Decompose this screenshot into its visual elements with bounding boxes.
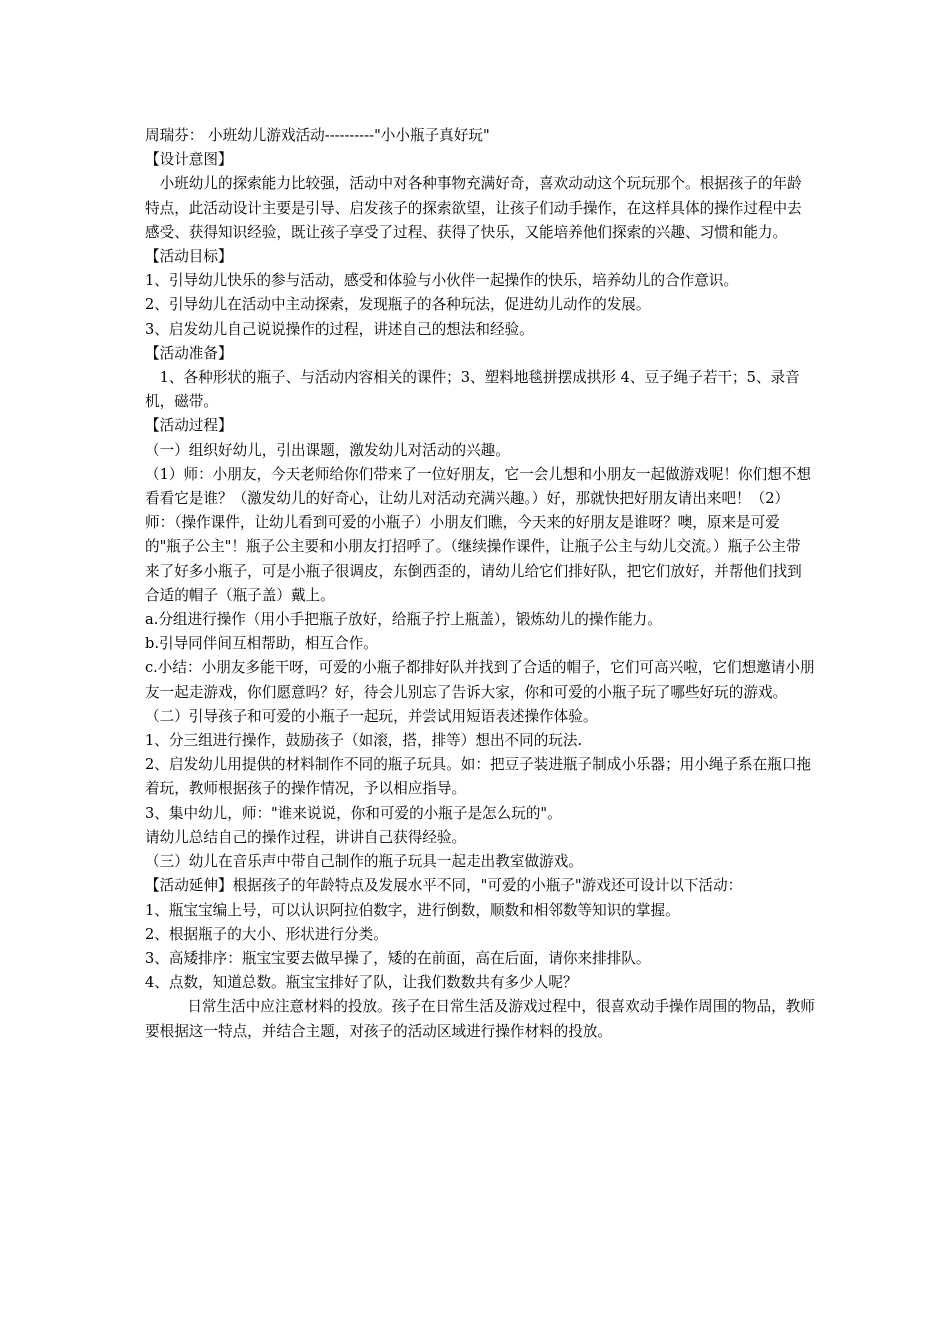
extension-item-4: 4、点数，知道总数。瓶宝宝排好了队，让我们数数共有多少人呢？: [145, 974, 578, 992]
step3-line: （三）幼儿在音乐声中带自己制作的瓶子玩具一起走出教室做游戏。: [145, 853, 583, 871]
design-paragraph: 小班幼儿的探索能力比较强，活动中对各种事物充满好奇，喜欢动动这个玩玩那个。根据孩子的年龄特点，此活动设计主要是引导、启发孩子的探索欲望，让孩子们动手操作，在这样具体的操作过程中去感受、获得知识经验，既让孩子享受了过程、获得了快乐，又能培养他们探索的兴趣、习惯和能力。: [145, 175, 802, 241]
step1-item-a: a.分组进行操作（用小手把瓶子放好，给瓶子拧上瓶盖），锻炼幼儿的操作能力。: [145, 611, 662, 629]
goals-heading: 【活动目标】: [145, 248, 233, 266]
goal-item-3: 3、启发幼儿自己说说操作的过程，讲述自己的想法和经验。: [145, 320, 534, 338]
closing-paragraph: 日常生活中应注意材料的投放。孩子在日常生活及游戏过程中，很喜欢动手操作周围的物品，教师要根据这一特点，并结合主题，对孩子的活动区域进行操作材料的投放。: [145, 998, 815, 1040]
extension-item-2: 2、根据瓶子的大小、形状进行分类。: [145, 925, 388, 943]
extension-item-3: 3、高矮排序：瓶宝宝要去做早操了，矮的在前面，高在后面，请你来排排队。: [145, 949, 651, 967]
step2-intro: （二）引导孩子和可爱的小瓶子一起玩，并尝试用短语表述操作体验。: [145, 707, 598, 725]
design-heading: 【设计意图】: [145, 151, 233, 169]
process-heading: 【活动过程】: [145, 417, 233, 435]
step1-item-b: b.引导同伴间互相帮助，相互合作。: [145, 635, 378, 653]
step1-paragraph: （1）师：小朋友，今天老师给你们带来了一位好朋友，它一会儿想和小朋友一起做游戏呢！你们想不想看看它是谁？（激发幼儿的好奇心，让幼儿对活动充满兴趣。）好，那就快把好朋友请出来吧！（2）师：（操作课件，让幼儿看到可爱的小瓶子）小朋友们瞧，今天来的好朋友是谁呀？噢，原来是可爱的"瓶子公主"！瓶子公主要和小朋友打招呼了。（继续操作课件，让瓶子公主与幼儿交流。）瓶子公主带来了好多小瓶子，可是小瓶子很调皮，东倒西歪的，请幼儿给它们排好队，把它们放好，并帮他们找到合适的帽子（瓶子盖）戴上。: [145, 465, 812, 604]
goal-item-2: 2、引导幼儿在活动中主动探索，发现瓶子的各种玩法，促进幼儿动作的发展。: [145, 296, 651, 314]
prep-heading: 【活动准备】: [145, 344, 233, 362]
step2-item-1: 1、分三组进行操作，鼓励孩子（如滚，搭，排等）想出不同的玩法.: [145, 732, 583, 750]
step2-item-4: 请幼儿总结自己的操作过程，讲讲自己获得经验。: [145, 828, 467, 846]
step2-item-2: 2、启发幼儿用提供的材料制作不同的瓶子玩具。如：把豆子装进瓶子制成小乐器；用小绳子系在瓶口拖着玩，教师根据孩子的操作情况，予以相应指导。: [145, 756, 812, 798]
step2-item-3: 3、集中幼儿，师："谁来说说，你和可爱的小瓶子是怎么玩的"。: [145, 804, 562, 822]
extension-intro: 【活动延伸】根据孩子的年龄特点及发展水平不同，"可爱的小瓶子"游戏还可设计以下活动：: [145, 877, 743, 895]
step1-intro: （一）组织好幼儿，引出课题，激发幼儿对活动的兴趣。: [145, 441, 510, 459]
prep-paragraph: 1、各种形状的瓶子、与活动内容相关的课件；3、塑料地毯拼摆成拱形 4、豆子绳子若干；5、录音机，磁带。: [145, 369, 800, 411]
extension-item-1: 1、瓶宝宝编上号，可以认识阿拉伯数字，进行倒数，顺数和相邻数等知识的掌握。: [145, 901, 680, 919]
step1-item-c: c.小结：小朋友多能干呀，可爱的小瓶子都排好队并找到了合适的帽子，它们可高兴啦，它们想邀请小朋友一起走游戏，你们愿意吗？好，待会儿别忘了告诉大家，你和可爱的小瓶子玩了哪些好玩的游戏。: [145, 659, 815, 701]
document-title: 周瑞芬： 小班幼儿游戏活动----------"小小瓶子真好玩": [145, 127, 490, 144]
goal-item-1: 1、引导幼儿快乐的参与活动，感受和体验与小伙伴一起操作的快乐，培养幼儿的合作意识。: [145, 272, 739, 290]
document-page: [145, 124, 815, 1044]
